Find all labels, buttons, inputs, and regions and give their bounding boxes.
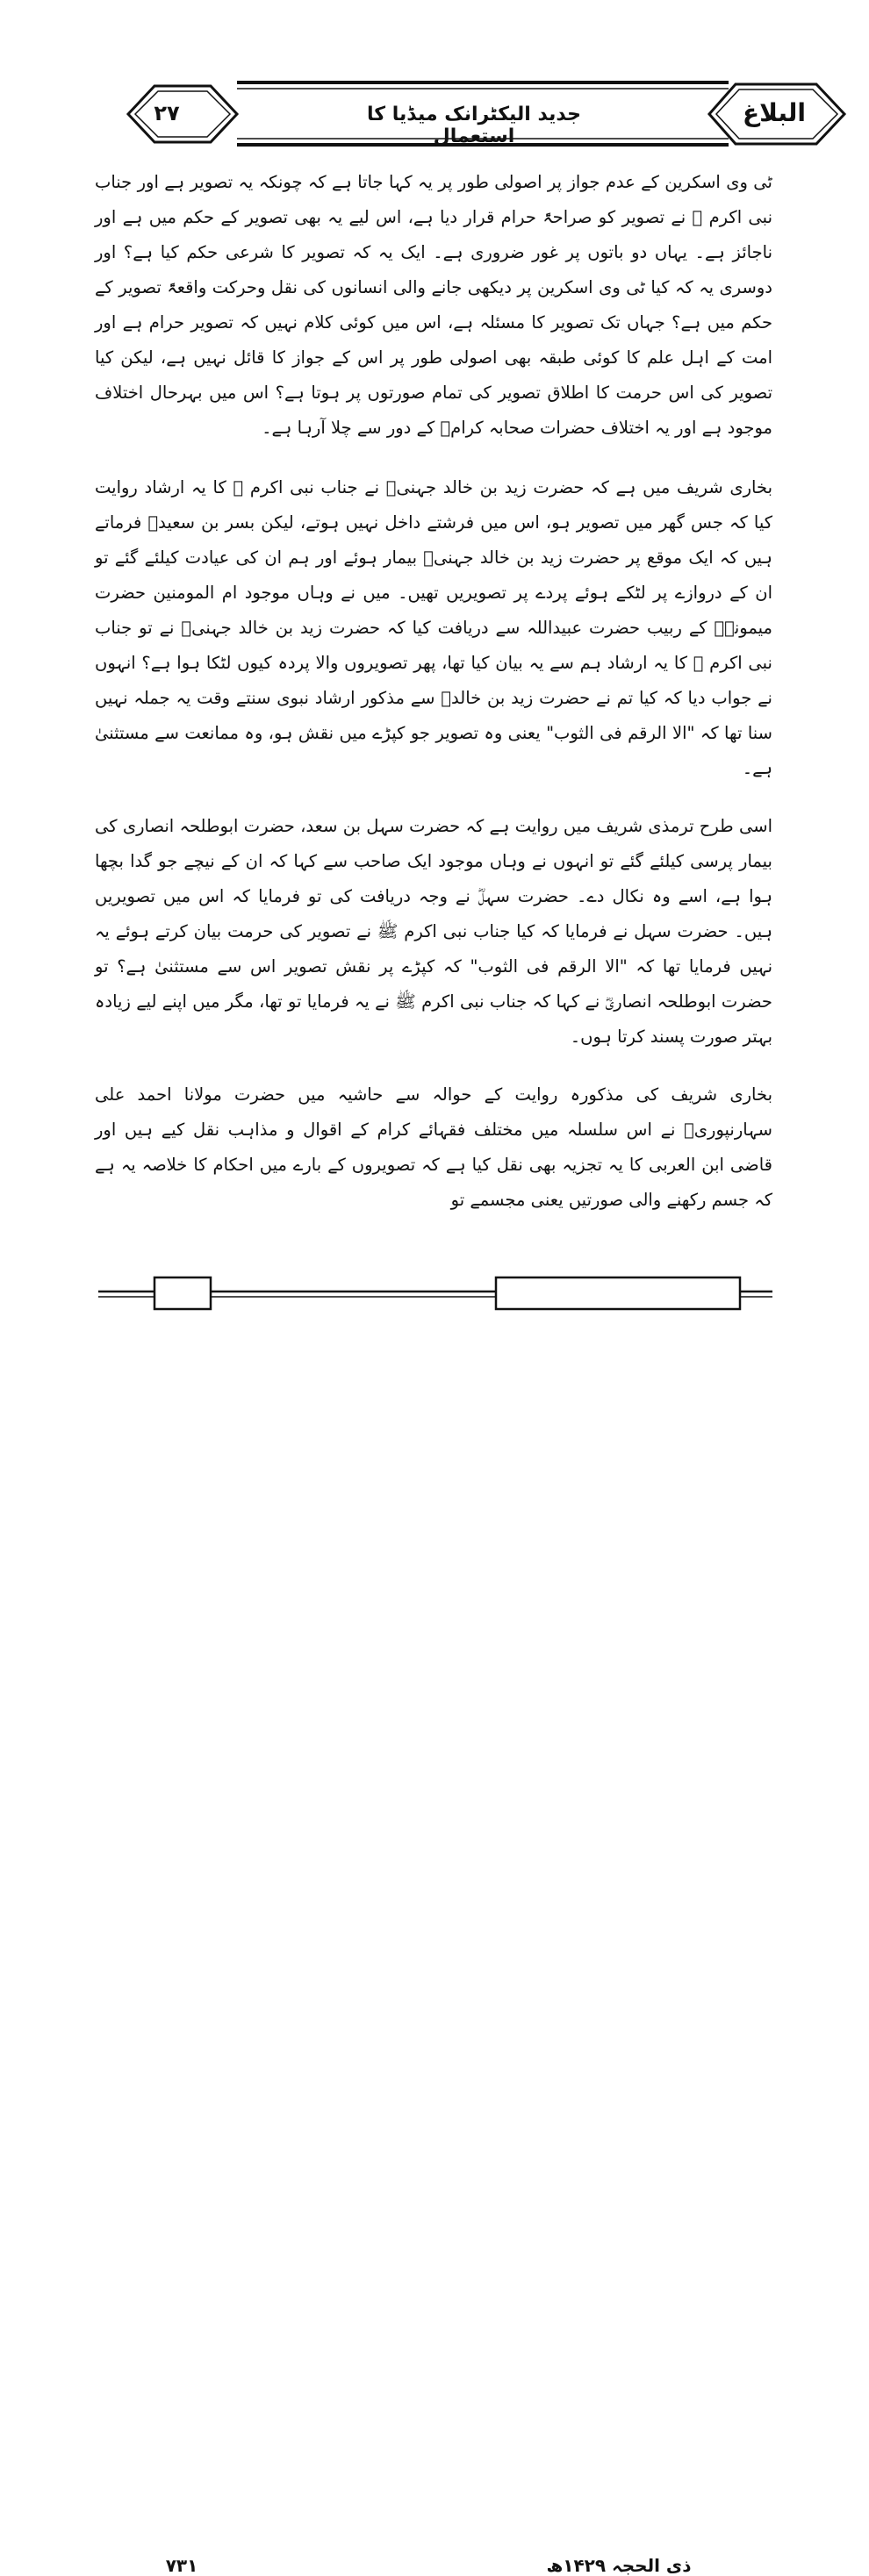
article-body	[95, 165, 772, 1241]
header-page-number: ۲۷	[154, 101, 180, 125]
footer-frame	[0, 1272, 869, 1342]
issue-date: ذی الحجہ ۱۴۲۹ھ	[546, 2555, 692, 2576]
paragraph: بخاری شریف میں ہے کہ حضرت زید بن خالد جہنیؓ نے جناب نبی اکرم ﷺ کا یہ ارشاد روایت کیا کہ جس گھر میں تصویر ہو، اس میں فرشتے داخل نہیں ہوتے، لیکن بسر بن سعیدؒ فرماتے ہیں کہ ایک موقع پر حضرت زید بن خالد جہنیؓ بیمار ہوئے اور ہم ان کی عیادت کیلئے گئے تو ان کے دروازے پر لٹکے ہوئے پردے پر تصویریں تھیں۔ میں نے وہاں موجود ام المومنین حضرت میمونہؓ کے ربیب حضرت عبیداللہ سے دریافت کیا کہ حضرت زید بن خالد جہنیؓ نے تو جناب نبی اکرم ﷺ کا یہ ارشاد ہم سے یہ بیان کیا تھا، پھر تصویروں والا پردہ کیوں لٹکا ہوا ہے؟ انہوں نے جواب دیا کہ کیا تم نے حضرت زید بن خالدؓ سے مذکور ارشاد نبوی سنتے وقت یہ جملہ نہیں سنا تھا کہ "الا الرقم فی الثوب" یعنی وہ تصویر جو کپڑے میں نقش ہو، وہ ممانعت سے مستثنیٰ ہے۔	[95, 477, 772, 778]
magazine-logo: البلاغ	[743, 98, 806, 127]
page-footer	[0, 1272, 869, 2576]
paragraph: بخاری شریف کی مذکورہ روایت کے حوالہ سے حاشیہ میں حضرت مولانا احمد علی سہارنپوریؒ نے اس سلسلہ میں مختلف فقہائے کرام کے اقوال و مذاہب نقل کیے ہیں اور قاضی ابن العربی کا یہ تجزیہ بھی نقل کیا ہے کہ تصویروں کے بارے میں احکام کا خلاصہ یہ ہے کہ جسم رکھنے والی صورتیں یعنی مجسمے تو	[95, 1084, 772, 1210]
page-header	[0, 0, 869, 154]
footer-page-number: ۷۳۱	[165, 2555, 198, 2576]
paragraph: ٹی وی اسکرین کے عدم جواز پر اصولی طور پر یہ کہا جاتا ہے کہ چونکہ یہ تصویر ہے اور جناب نبی اکرم ﷺ نے تصویر کو صراحۃً حرام قرار دیا ہے، اس لیے یہ بھی تصویر کے حکم میں ہے اور ناجائز ہے۔ یہاں دو باتوں پر غور ضروری ہے۔ ایک یہ کہ تصویر کا شرعی حکم کیا ہے؟ اور دوسری یہ کہ کیا ٹی وی اسکرین پر دیکھی جانے والی انسانوں کی نقل وحرکت واقعۃً تصویر کے حکم میں ہے؟ جہاں تک تصویر کا مسئلہ ہے، اس میں کوئی کلام نہیں کہ تصویر حرام ہے اور امت کے اہل علم کا کوئی طبقہ بھی اصولی طور پر اس کے جواز کا قائل نہیں ہے، لیکن کیا تصویر کی اس حرمت کا اطلاق تصویر کی تمام صورتوں پر ہوتا ہے؟ اس میں بہرحال اختلاف موجود ہے اور یہ اختلاف حضرات صحابہ کرامؓ کے دور سے چلا آرہا ہے۔	[95, 172, 772, 438]
paragraph: اسی طرح ترمذی شریف میں روایت ہے کہ حضرت سہل بن سعد، حضرت ابوطلحہ انصاری کی بیمار پرسی کیلئے گئے تو انہوں نے وہاں موجود ایک صاحب سے کہا کہ ان کے نیچے جو گدا بچھا ہوا ہے، اسے وہ نکال دے۔ حضرت سہلؓ نے وجہ دریافت کی تو فرمایا کہ اس میں تصویریں ہیں۔ حضرت سہل نے فرمایا کہ کیا جناب نبی اکرم ﷺ نے تصویر کی حرمت بیان کرتے ہوئے یہ نہیں فرمایا تھا کہ "الا الرقم فی الثوب" کہ کپڑے پر نقش تصویر اس سے مستثنیٰ ہے؟ تو حضرت ابوطلحہ انصاریؓ نے کہا کہ جناب نبی اکرم ﷺ نے یہ فرمایا تو تھا، مگر میں اپنے لیے زیادہ بہتر صورت پسند کرتا ہوں۔	[95, 816, 773, 1047]
article-title: جدید الیکٹرانک میڈیا کا استعمال	[367, 104, 581, 147]
